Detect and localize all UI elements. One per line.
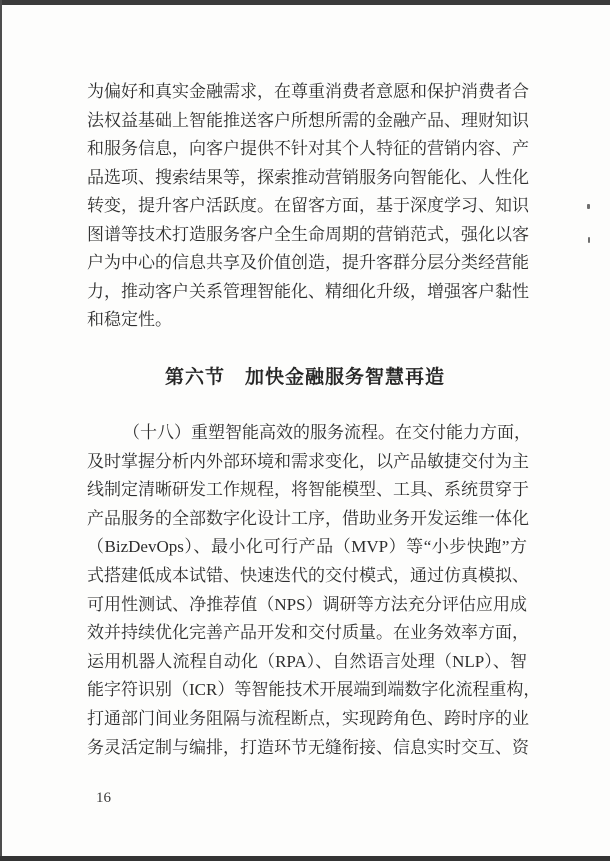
body-text-line: 式搭建低成本试错、快速迭代的交付模式，通过仿真模拟、 [87,565,529,585]
body-text-line: 品选项、搜索结果等，探索推动营销服务向智能化、人性化 [87,167,529,187]
scan-speck [587,204,590,209]
scan-speck [588,237,590,243]
page-number: 16 [96,790,111,806]
body-text-line: 可用性测试、净推荐值（NPS）调研等方法充分评估应用成 [87,594,527,614]
scan-border-bottom [0,856,610,861]
body-text-line: 转变，提升客户活跃度。在留客方面，基于深度学习、知识 [87,196,529,215]
scan-border-left [0,0,2,861]
body-text-line: 线制定清晰研发工作规程，将智能模型、工具、系统贯穿于 [87,480,529,500]
body-text-line: 图谱等技术打造服务客户全生命周期的营销范式，强化以客 [87,224,529,244]
body-text-line: 效并持续优化完善产品开发和交付质量。在业务效率方面， [87,623,529,643]
body-text-line: （BizDevOps）、最小化可行产品（MVP）等“小步快跑”方 [87,537,527,557]
body-text-line: 运用机器人流程自动化（RPA）、自然语言处理（NLP）、智 [87,651,527,671]
body-text-line: 产品服务的全部数字化设计工序，借助业务开发运维一体化 [87,508,529,528]
section-heading: 第六节 加快金融服务智慧再造 [164,367,445,388]
body-text-line: 为偏好和真实金融需求，在尊重消费者意愿和保护消费者合 [87,82,529,101]
scan-border-top [0,0,610,5]
body-text-line: （十八）重塑智能高效的服务流程。在交付能力方面， [123,423,531,442]
body-text-line: 户为中心的信息共享及价值创造，提升客群分层分类经营能 [87,253,529,272]
body-text-line: 务灵活定制与编排，打造环节无缝衔接、信息实时交互、资 [87,737,529,757]
body-text-line: 及时掌握分析内外部环境和需求变化，以产品敏捷交付为主 [87,451,529,471]
paragraph-2 [87,419,541,762]
body-text-line: 法权益基础上智能推送客户所想所需的金融产品、理财知识 [87,110,529,130]
paragraph-1 [87,78,527,335]
body-text-line: 和稳定性。 [87,310,172,329]
body-text-line: 力，推动客户关系管理智能化、精细化升级，增强客户黏性 [87,281,529,301]
body-text-line: 和服务信息，向客户提供不针对其个人特征的营销内容、产 [87,139,529,158]
body-text-line: 能字符识别（ICR）等智能技术开展端到端数字化流程重构， [87,680,541,700]
body-text-line: 打通部门间业务阻隔与流程断点，实现跨角色、跨时序的业 [87,708,529,728]
